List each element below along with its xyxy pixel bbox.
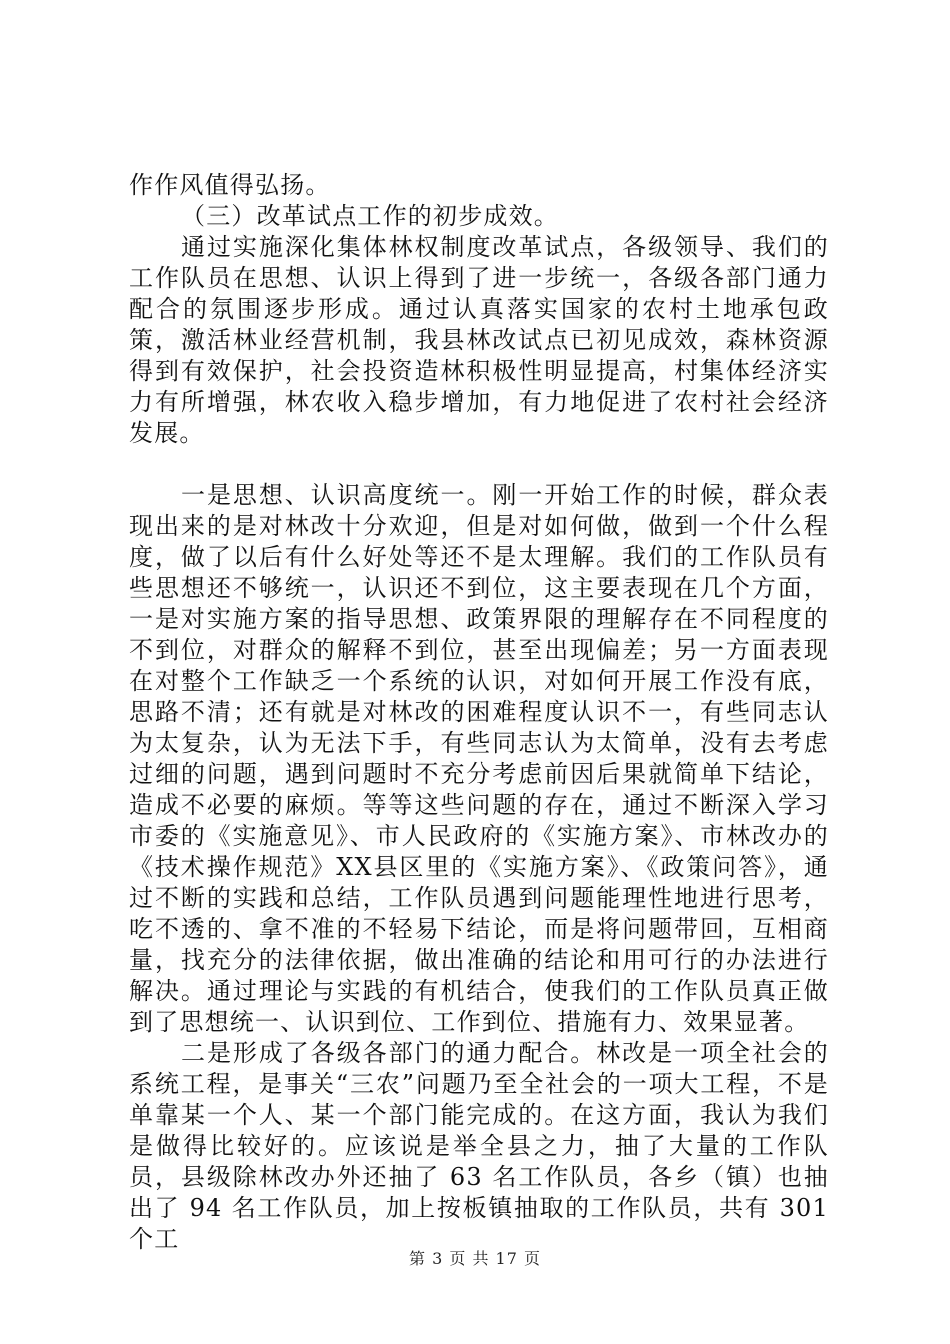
- paragraph-continuation: 作作风值得弘扬。: [129, 171, 331, 199]
- paragraph: 通过实施深化集体林权制度改革试点，各级领导、我们的工作队员在思想、认识上得到了进一步统一，各级各部门通力配合的氛围逐步形成。通过认真落实国家的农村土地承包政策，激活林业经营机制，我县林改试点已初见成效，森林资源得到有效保护，社会投资造林积极性明显提高，村集体经济实力有所增强，林农收入稳步增加，有力地促进了农村社会经济发展。: [129, 233, 829, 447]
- section-heading: （三）改革试点工作的初步成效。: [181, 202, 559, 230]
- paragraph-spacer: [129, 449, 829, 480]
- paragraph: 二是形成了各级各部门的通力配合。林改是一项全社会的系统工程，是事关“三农”问题乃至全社会的一项大工程，不是单靠某一个人、某一个部门能完成的。在这方面，我认为我们是做得比较好的。应该说是举全县之力，抽了大量的工作队员，县级除林改办外还抽了 63 名工作队员，各乡（镇）也抽出了 94 名工作队员，加上按板镇抽取的工作队员，共有 301 个工: [129, 1039, 829, 1253]
- page-footer: 第 3 页 共 17 页: [409, 1249, 541, 1268]
- paragraph: 一是思想、认识高度统一。刚一开始工作的时候，群众表现出来的是对林改十分欢迎，但是对如何做，做到一个什么程度，做了以后有什么好处等还不是太理解。我们的工作队员有些思想还不够统一，认识还不到位，这主要表现在几个方面，一是对实施方案的指导思想、政策界限的理解存在不同程度的不到位，对群众的解释不到位，甚至出现偏差；另一方面表现在对整个工作缺乏一个系统的认识，对如何开展工作没有底，思路不清；还有就是对林改的困难程度认识不一，有些同志认为太复杂，认为无法下手，有些同志认为太简单，没有去考虑过细的问题，遇到问题时不充分考虑前因后果就简单下结论，造成不必要的麻烦。等等这些问题的存在，通过不断深入学习市委的《实施意见》、市人民政府的《实施方案》、市林改办的《技术操作规范》XX县区里的《实施方案》、《政策问答》，通过不断的实践和总结，工作队员遇到问题能理性地进行思考，吃不透的、拿不准的不轻易下结论，而是将问题带回，互相商量，找充分的法律依据，做出准确的结论和用可行的办法进行解决。通过理论与实践的有机结合，使我们的工作队员真正做到了思想统一、认识到位、工作到位、措施有力、效果显著。: [129, 481, 829, 1036]
- document-body: [129, 170, 829, 1255]
